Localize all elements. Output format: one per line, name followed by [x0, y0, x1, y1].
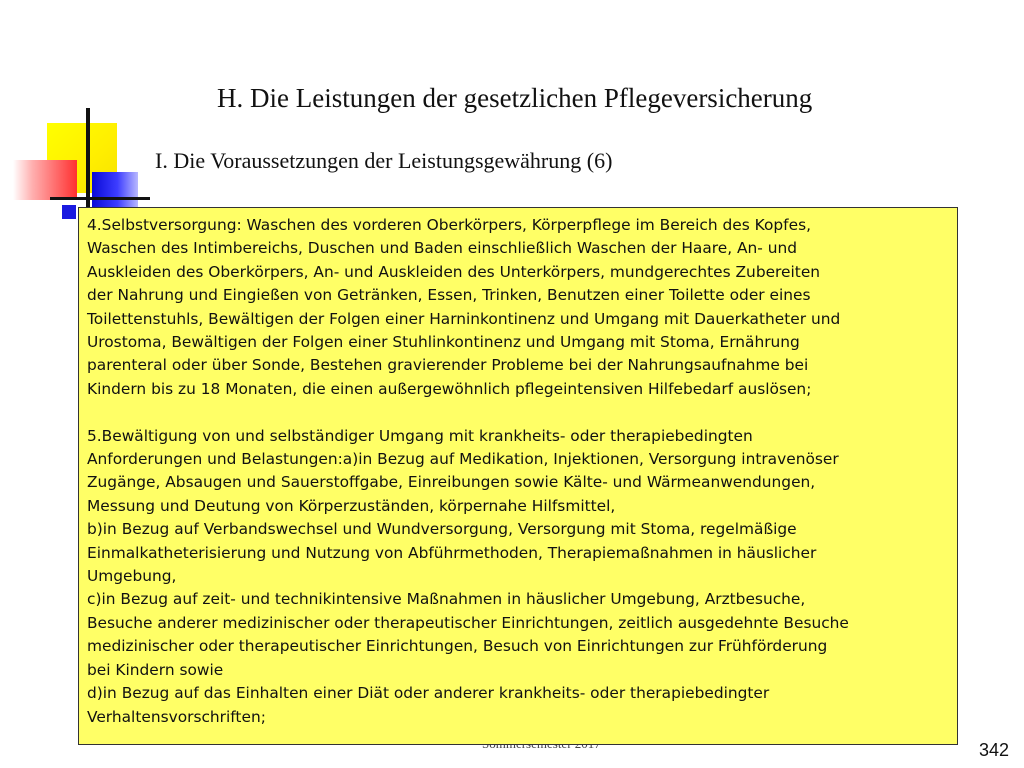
content-box — [78, 207, 958, 745]
slide-title: H. Die Leistungen der gesetzlichen Pflegeversicherung — [217, 83, 813, 113]
paragraph-bewaeltigung: 5.Bewältigung von und selbständiger Umgang mit krankheits- oder therapiebedingten Anforderungen und Belastungen:a)in Bezug auf Medikation, Injektionen, Versorgung intravenöser Zugänge, Absaugen und Sauerstoffgabe, Einreibungen sowie Kälte- und Wärmeanwendungen, Messung und Deutung von Körperzuständen, körpernahe Hilfsmittel, b)in Bezug auf Verbandswechsel und Wundversorgung, Versorgung mit Stoma, regelmäßige Einmalkatheterisierung und Nutzung von Abführmethoden, Therapiemaßnahmen in häuslicher Umgebung, c)in Bezug auf zeit- und technikintensive Maßnahmen in häuslicher Umgebung, Arztbesuche, Besuche anderer medizinischer oder therapeutischer Einrichtungen, zeitlich ausgedehnte Besuche medizinischer oder therapeutischer Einrichtungen, Besuch von Einrichtungen zur Frühförderung bei Kindern sowie d)in Bezug auf das Einhalten einer Diät oder anderer krankheits- oder therapiebedingter Verhaltensvorschriften; — [87, 426, 849, 726]
slide-subtitle: I. Die Voraussetzungen der Leistungsgewährung (6) — [155, 148, 613, 173]
paragraph-spacer — [87, 401, 949, 424]
decorative-red-square — [13, 160, 77, 200]
decorative-horizontal-line — [50, 197, 150, 200]
decorative-small-blue-square — [62, 205, 76, 219]
paragraph-selbstversorgung: 4.Selbstversorgung: Waschen des vorderen Oberkörpers, Körperpflege im Bereich des Kopfes, Waschen des Intimbereichs, Duschen und Baden einschließlich Waschen der Haare, An- und Auskleiden des Oberkörpers, An- und Auskleiden des Unterkörpers, mundgerechtes Zubereiten der Nahrung und Eingießen von Getränken, Essen, Trinken, Benutzen einer Toilette oder eines Toilettenstuhls, Bewältigen der Folgen einer Harninkontinenz und Umgang mit Dauerkatheter und Urostoma, Bewältigen der Folgen einer Stuhlinkontinenz und Umgang mit Stoma, Ernährung parenteral oder über Sonde, Bestehen gravierender Probleme bei der Nahrungsaufnahme bei Kindern bis zu 18 Monaten, die einen außergewöhnlich pflegeintensiven Hilfebedarf auslösen; — [87, 216, 841, 398]
page-number: 342 — [979, 740, 1010, 760]
